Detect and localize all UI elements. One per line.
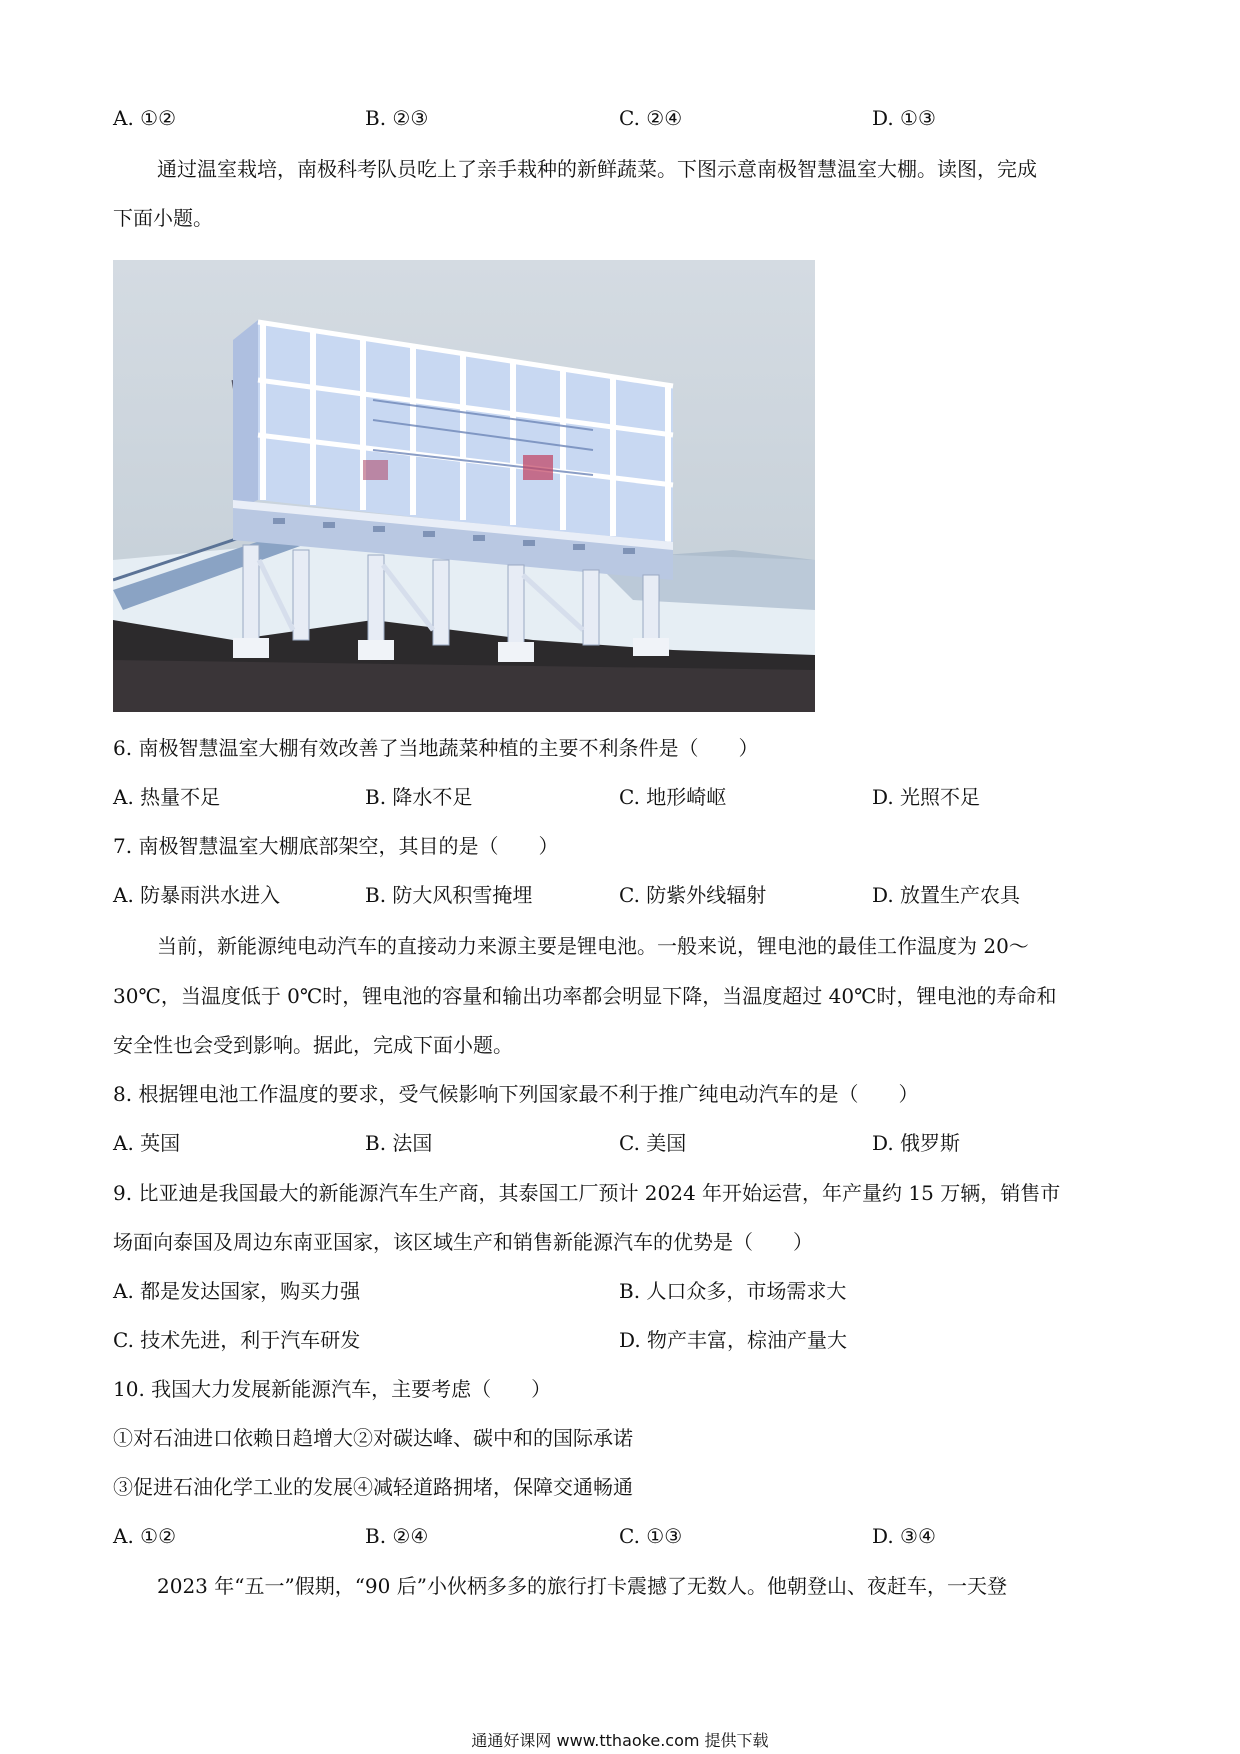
q10-statements-line-1: ①对石油进口依赖日趋增大②对碳达峰、碳中和的国际承诺 <box>113 1426 633 1450</box>
battery-intro-line-3: 安全性也会受到影响。据此，完成下面小题。 <box>113 1033 513 1057</box>
q6-option-d: D. 光照不足 <box>872 785 981 809</box>
greenhouse-intro-line-1: 通过温室栽培，南极科考队员吃上了亲手栽种的新鲜蔬菜。下图示意南极智慧温室大棚。读图，完成 <box>157 157 1037 181</box>
q7-option-b: B. 防大风积雪掩埋 <box>365 883 533 907</box>
q5-option-a: A. ①② <box>113 106 177 130</box>
q9-stem-line-1: 9. 比亚迪是我国最大的新能源汽车生产商，其泰国工厂预计 2024 年开始运营，年产量约 15 万辆，销售市 <box>113 1181 1061 1205</box>
q6-option-b: B. 降水不足 <box>365 785 473 809</box>
q5-option-d: D. ①③ <box>872 106 936 130</box>
q6-option-a: A. 热量不足 <box>113 785 221 809</box>
page-footer: 通通好课网 www.tthaoke.com 提供下载 <box>471 1731 769 1750</box>
q7-stem: 7. 南极智慧温室大棚底部架空，其目的是（ ） <box>113 834 559 858</box>
q10-option-a: A. ①② <box>113 1524 177 1548</box>
q7-option-d: D. 放置生产农具 <box>872 883 1021 907</box>
greenhouse-illustration <box>113 260 815 712</box>
battery-intro-line-1: 当前，新能源纯电动汽车的直接动力来源主要是锂电池。一般来说，锂电池的最佳工作温度为 20～ <box>157 934 1029 958</box>
q10-option-c: C. ①③ <box>619 1524 683 1548</box>
q10-stem: 10. 我国大力发展新能源汽车，主要考虑（ ） <box>113 1377 552 1401</box>
battery-intro-line-2: 30℃，当温度低于 0℃时，锂电池的容量和输出功率都会明显下降，当温度超过 40℃时，锂电池的寿命和 <box>113 984 1057 1008</box>
q5-option-b: B. ②③ <box>365 106 429 130</box>
greenhouse-intro-line-2: 下面小题。 <box>113 206 213 230</box>
q9-option-a: A. 都是发达国家，购买力强 <box>113 1279 361 1303</box>
q7-option-a: A. 防暴雨洪水进入 <box>113 883 281 907</box>
travel-intro-line: 2023 年“五一”假期，“90 后”小伙柄多多的旅行打卡震撼了无数人。他朝登山、夜赶车，一天登 <box>157 1574 1007 1598</box>
q8-option-b: B. 法国 <box>365 1131 433 1155</box>
q10-option-b: B. ②④ <box>365 1524 429 1548</box>
q9-option-b: B. 人口众多，市场需求大 <box>619 1279 847 1303</box>
q6-stem: 6. 南极智慧温室大棚有效改善了当地蔬菜种植的主要不利条件是（ ） <box>113 736 759 760</box>
q8-option-a: A. 英国 <box>113 1131 181 1155</box>
q9-option-c: C. 技术先进，利于汽车研发 <box>113 1328 361 1352</box>
q9-option-d: D. 物产丰富，棕油产量大 <box>619 1328 848 1352</box>
q5-option-c: C. ②④ <box>619 106 683 130</box>
q8-option-c: C. 美国 <box>619 1131 687 1155</box>
q6-option-c: C. 地形崎岖 <box>619 785 727 809</box>
q7-option-c: C. 防紫外线辐射 <box>619 883 767 907</box>
q8-option-d: D. 俄罗斯 <box>872 1131 961 1155</box>
q9-stem-line-2: 场面向泰国及周边东南亚国家，该区域生产和销售新能源汽车的优势是（ ） <box>113 1230 813 1254</box>
q8-stem: 8. 根据锂电池工作温度的要求，受气候影响下列国家最不利于推广纯电动汽车的是（ ） <box>113 1082 919 1106</box>
q10-option-d: D. ③④ <box>872 1524 936 1548</box>
q10-statements-line-2: ③促进石油化学工业的发展④减轻道路拥堵，保障交通畅通 <box>113 1475 633 1499</box>
antarctic-greenhouse-photo <box>113 260 815 712</box>
